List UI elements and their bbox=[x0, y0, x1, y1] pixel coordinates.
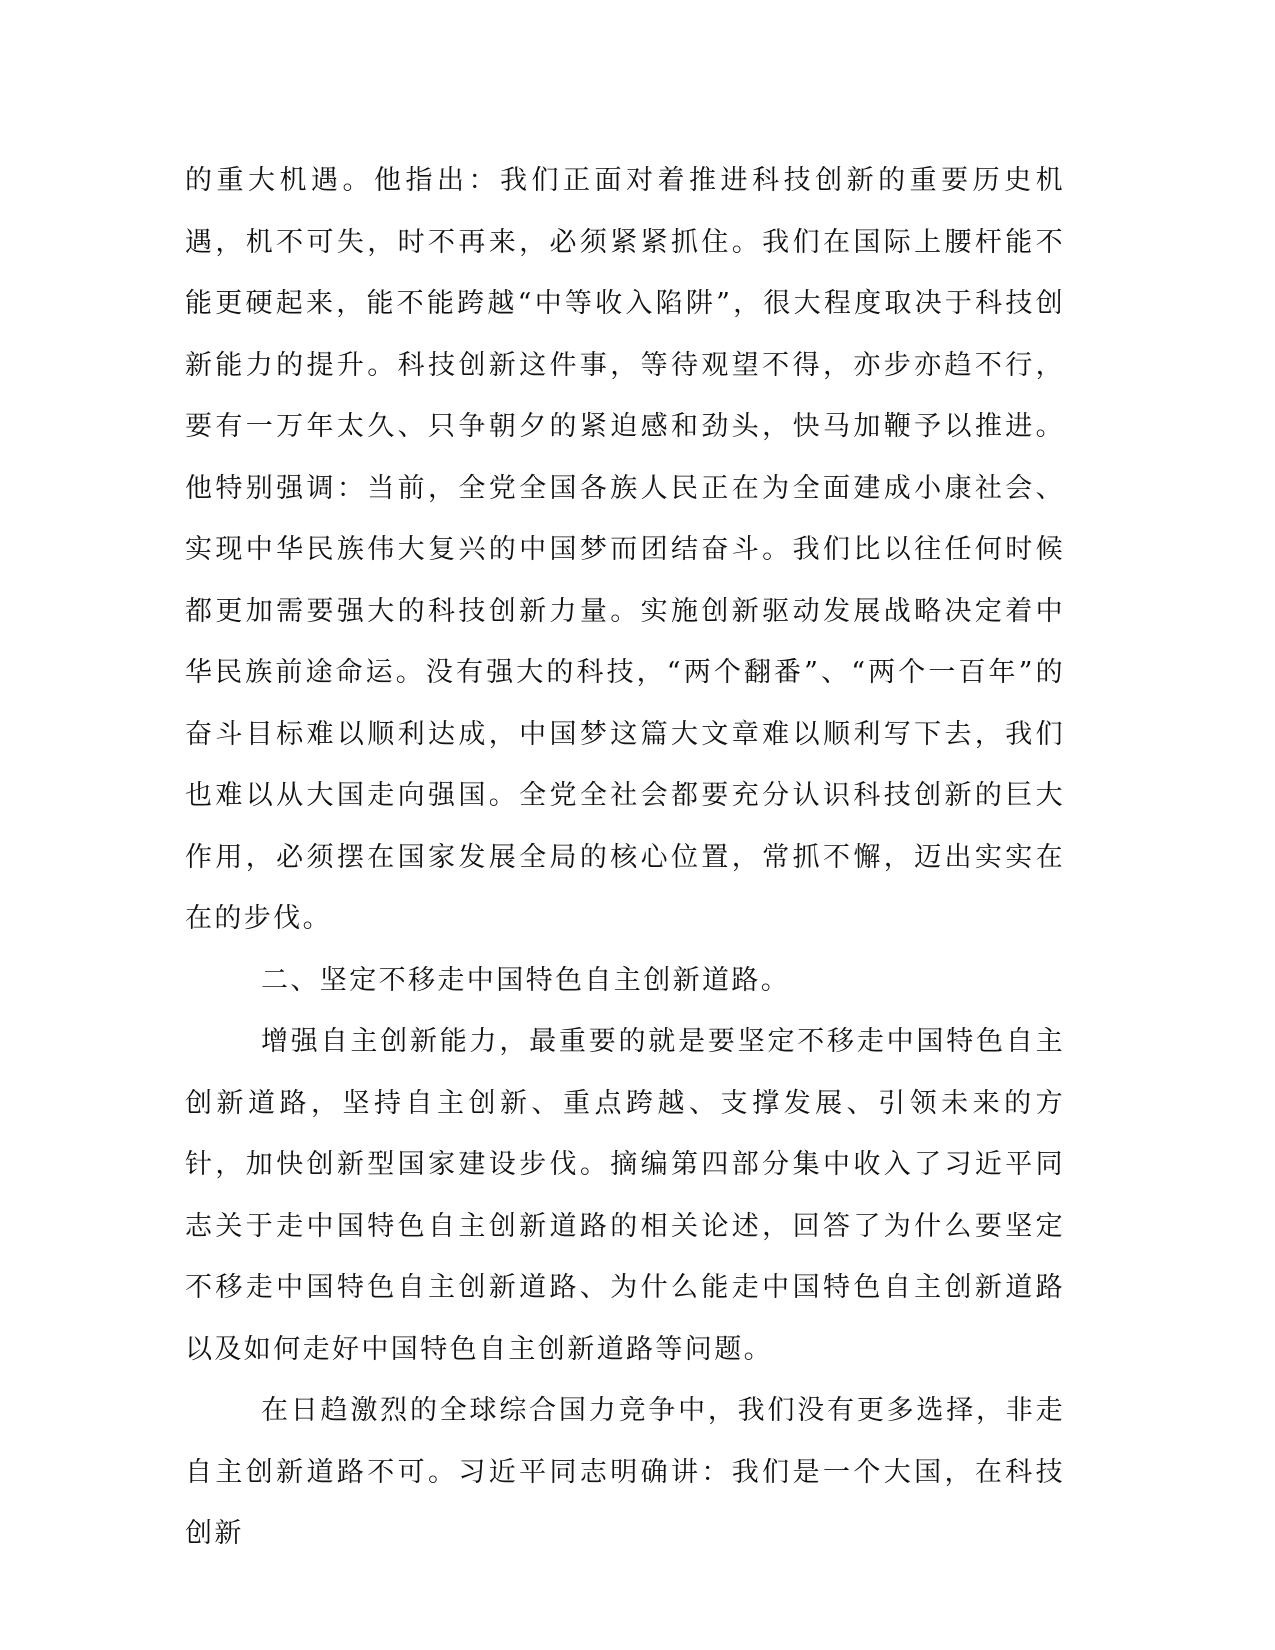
paragraph-continuation: 的重大机遇。他指出：我们正面对着推进科技创新的重要历史机遇，机不可失，时不再来，必须紧紧抓住。我们在国际上腰杆能不能更硬起来，能不能跨越“中等收入陷阱”，很大程度取决于科技创新能力的提升。科技创新这件事，等待观望不得，亦步亦趋不行，要有一万年太久、只争朝夕的紧迫感和劲头，快马加鞭予以推进。他特别强调：当前，全党全国各族人民正在为全面建成小康社会、实现中华民族伟大复兴的中国梦而团结奋斗。我们比以往任何时候都更加需要强大的科技创新力量。实施创新驱动发展战略决定着中华民族前途命运。没有强大的科技，“两个翻番”、“两个一百年”的奋斗目标难以顺利达成，中国梦这篇大文章难以顺利写下去，我们也难以从大国走向强国。全党全社会都要充分认识科技创新的巨大作用，必须摆在国家发展全局的核心位置，常抓不懈，迈出实实在在的步伐。 bbox=[185, 165, 1065, 934]
paragraph-global-competition: 在日趋激烈的全球综合国力竞争中，我们没有更多选择，非走自主创新道路不可。习近平同志明确讲：我们是一个大国，在科技创新 bbox=[185, 1395, 1065, 1549]
document-body bbox=[185, 150, 1065, 1565]
paragraph-autonomous-innovation: 增强自主创新能力，最重要的就是要坚定不移走中国特色自主创新道路，坚持自主创新、重点跨越、支撑发展、引领未来的方针，加快创新型国家建设步伐。摘编第四部分集中收入了习近平同志关于走中国特色自主创新道路的相关论述，回答了为什么要坚定不移走中国特色自主创新道路、为什么能走中国特色自主创新道路以及如何走好中国特色自主创新道路等问题。 bbox=[185, 1026, 1065, 1365]
section-heading: 二、坚定不移走中国特色自主创新道路。 bbox=[261, 964, 791, 996]
